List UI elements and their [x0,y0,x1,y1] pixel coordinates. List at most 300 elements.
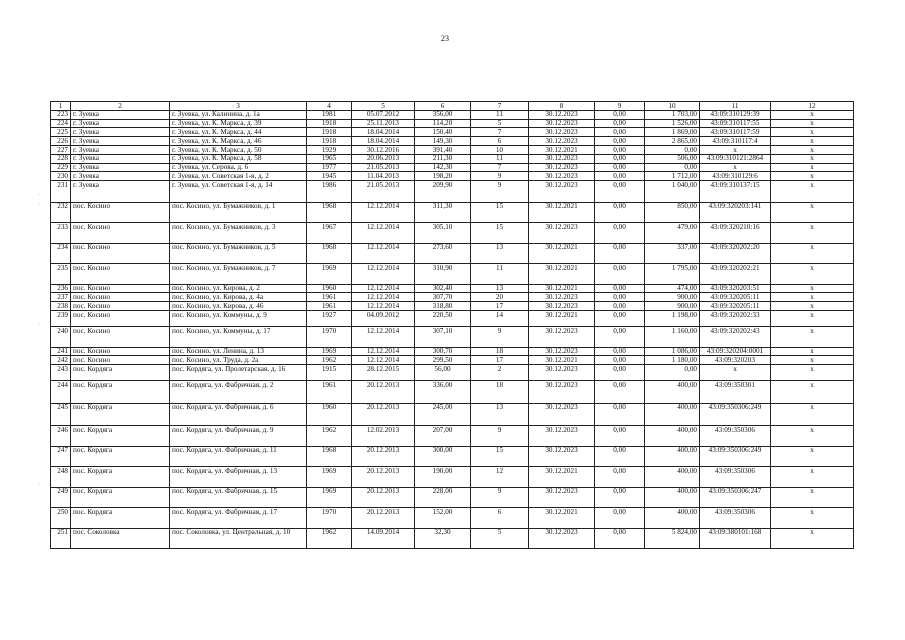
table-cell-v12: x [771,172,854,181]
table-row [51,467,854,488]
table-cell-v9: 0,00 [595,172,645,181]
table-cell-settlement: г. Зуевка [71,145,170,154]
table-cell-year: 1927 [307,311,352,327]
table-cell-count: 12 [471,467,529,488]
table-row [51,128,854,137]
table-cell-count: 11 [471,264,529,285]
table-row [51,327,854,348]
table-cell-date: 20.12.2013 [352,381,415,404]
table-cell-v10: 5 824,00 [645,528,700,549]
table-cell-address: пос. Косино, ул. Кирова, д. 2 [170,284,307,293]
table-cell-v9: 0,00 [595,487,645,508]
table-cell-n: 233 [51,223,71,244]
table-cell-count: 7 [471,163,529,172]
table-cell-settlement: пос. Косино [71,356,170,365]
table-cell-area: 32,30 [415,528,471,549]
table-cell-count: 18 [471,347,529,356]
table-row [51,446,854,467]
table-row [51,528,854,549]
margin-mark: ˙ [38,323,40,329]
table-cell-v10: 400,00 [645,426,700,447]
table-cell-area: 318,80 [415,302,471,311]
table-cell-v9: 0,00 [595,467,645,488]
table-cell-address: пос. Кордяга, ул. Фабричная, д. 17 [170,508,307,529]
column-header: 11 [700,102,771,111]
table-cell-address: пос. Косино, ул. Коммуны, д. 17 [170,327,307,348]
table-cell-v12: x [771,243,854,264]
table-row [51,145,854,154]
table-cell-cadastral: 43:09:320202:33 [700,311,771,327]
table-row [51,223,854,244]
column-header: 7 [471,102,529,111]
table-cell-v9: 0,00 [595,293,645,302]
table-cell-v9: 0,00 [595,181,645,203]
table-cell-date: 20.12.2013 [352,508,415,529]
margin-mark: ˙ [38,194,40,200]
table-cell-deadline: 30.12.2023 [529,181,595,203]
table-cell-date: 20.12.2013 [352,446,415,467]
table-cell-n: 242 [51,356,71,365]
table-cell-deadline: 30.12.2023 [529,110,595,119]
table-cell-cadastral: 43:09:310117:55 [700,119,771,128]
table-cell-cadastral: 43:09:350306:249 [700,403,771,426]
table-cell-v12: x [771,202,854,223]
table-cell-v12: x [771,223,854,244]
table-cell-cadastral: 43:09:310121:2864 [700,154,771,163]
column-header: 3 [170,102,307,111]
table-cell-area: 336,00 [415,381,471,404]
table-cell-v12: x [771,356,854,365]
table-cell-cadastral: 43:09:320205:11 [700,293,771,302]
table-cell-v12: x [771,508,854,529]
table-cell-deadline: 30.12.2023 [529,381,595,404]
table-cell-address: пос. Косино, ул. Кирова, д. 46 [170,302,307,311]
table-cell-cadastral: 43:09:320202:43 [700,327,771,348]
table-cell-cadastral: 43:09:350301 [700,381,771,404]
table-cell-year: 1981 [307,110,352,119]
table-cell-cadastral: 43:09:310129:6 [700,172,771,181]
table-cell-date: 28.12.2015 [352,365,415,381]
table-row [51,347,854,356]
table-cell-settlement: пос. Кордяга [71,508,170,529]
table-cell-v12: x [771,446,854,467]
table-cell-deadline: 30.12.2023 [529,365,595,381]
table-cell-address: пос. Косино, ул. Труда, д. 2а [170,356,307,365]
table-cell-n: 239 [51,311,71,327]
table-cell-n: 237 [51,293,71,302]
table-cell-year: 1961 [307,302,352,311]
table-cell-v10: 1 526,00 [645,119,700,128]
table-cell-v10: 0,00 [645,163,700,172]
table-cell-date: 21.05.2013 [352,163,415,172]
table-cell-year: 1969 [307,347,352,356]
table-cell-count: 9 [471,172,529,181]
table-cell-deadline: 30.12.2021 [529,243,595,264]
table-cell-date: 12.12.2014 [352,243,415,264]
table-cell-count: 20 [471,293,529,302]
table-cell-cadastral: 43:09:350306 [700,508,771,529]
table-cell-v10: 1 712,00 [645,172,700,181]
table-row [51,202,854,223]
table-cell-cadastral: 43:09:350306 [700,426,771,447]
table-cell-v10: 1 198,00 [645,311,700,327]
table-cell-area: 391,40 [415,145,471,154]
table-cell-count: 15 [471,202,529,223]
table-cell-v12: x [771,154,854,163]
table-cell-settlement: г. Зуевка [71,172,170,181]
table-cell-v9: 0,00 [595,284,645,293]
table-cell-v9: 0,00 [595,528,645,549]
table-cell-deadline: 30.12.2023 [529,347,595,356]
table-cell-count: 13 [471,284,529,293]
table-cell-count: 14 [471,311,529,327]
table-cell-year: 1968 [307,243,352,264]
table-cell-area: 211,30 [415,154,471,163]
table-cell-year: 1970 [307,327,352,348]
column-header: 9 [595,102,645,111]
table-cell-date: 20.12.2013 [352,487,415,508]
table-cell-date: 12.12.2014 [352,223,415,244]
table-row [51,243,854,264]
table-cell-cadastral: x [700,365,771,381]
column-header: 6 [415,102,471,111]
table-cell-deadline: 30.12.2021 [529,284,595,293]
table-cell-count: 13 [471,403,529,426]
table-cell-n: 235 [51,264,71,285]
table-cell-v12: x [771,467,854,488]
table-cell-settlement: пос. Кордяга [71,426,170,447]
table-cell-cadastral: 43:09:320202:21 [700,264,771,285]
table-cell-address: г. Зуевка, ул. К. Маркса, д. 50 [170,145,307,154]
table-cell-address: пос. Кордяга, ул. Фабричная, д. 2 [170,381,307,404]
table-cell-v10: 400,00 [645,487,700,508]
table-cell-n: 236 [51,284,71,293]
table-cell-n: 226 [51,137,71,146]
table-cell-v9: 0,00 [595,311,645,327]
table-cell-settlement: г. Зуевка [71,181,170,203]
table-cell-settlement: пос. Косино [71,293,170,302]
table-cell-v10: 400,00 [645,381,700,404]
table-cell-count: 10 [471,145,529,154]
table-cell-deadline: 30.12.2023 [529,302,595,311]
table-cell-settlement: г. Зуевка [71,128,170,137]
table-row [51,426,854,447]
table-cell-address: пос. Косино, ул. Бумажников, д. 3 [170,223,307,244]
table-cell-deadline: 30.12.2023 [529,403,595,426]
table-cell-area: 190,00 [415,467,471,488]
table-cell-deadline: 30.12.2023 [529,327,595,348]
table-cell-count: 17 [471,302,529,311]
table-cell-year: 1968 [307,202,352,223]
table-cell-year: 1986 [307,181,352,203]
table-cell-deadline: 30.12.2023 [529,293,595,302]
table-cell-year: 1969 [307,467,352,488]
table-cell-date: 12.12.2014 [352,356,415,365]
table-cell-settlement: пос. Кордяга [71,381,170,404]
table-cell-settlement: пос. Кордяга [71,403,170,426]
table-cell-area: 299,50 [415,356,471,365]
table-cell-address: г. Зуевка, ул. К. Маркса, д. 58 [170,154,307,163]
table-cell-v12: x [771,145,854,154]
table-cell-area: 245,00 [415,403,471,426]
table-cell-v12: x [771,181,854,203]
table-cell-v10: 0,00 [645,365,700,381]
table-cell-cadastral: 43:09:320203 [700,356,771,365]
table-header-row [51,102,854,111]
table-cell-date: 20.12.2013 [352,467,415,488]
table-cell-v12: x [771,487,854,508]
table-cell-deadline: 30.12.2023 [529,426,595,447]
table-cell-settlement: пос. Косино [71,243,170,264]
table-cell-date: 14.09.2014 [352,528,415,549]
table-row [51,264,854,285]
table-cell-n: 250 [51,508,71,529]
table-row [51,154,854,163]
table-cell-n: 231 [51,181,71,203]
margin-mark: ˙ [38,203,40,209]
table-cell-date: 18.04.2014 [352,128,415,137]
table-cell-area: 307,70 [415,293,471,302]
table-cell-area: 209,90 [415,181,471,203]
table-cell-deadline: 30.12.2021 [529,356,595,365]
table-cell-v9: 0,00 [595,119,645,128]
table-cell-count: 13 [471,243,529,264]
table-cell-v10: 400,00 [645,508,700,529]
table-cell-v10: 1 180,00 [645,356,700,365]
table-cell-v10: 400,00 [645,446,700,467]
table-cell-address: пос. Кордяга, ул. Фабричная, д. 13 [170,467,307,488]
table-cell-n: 228 [51,154,71,163]
table-cell-deadline: 30.12.2021 [529,202,595,223]
table-cell-year: 1961 [307,293,352,302]
table-cell-year: 1961 [307,381,352,404]
table-cell-settlement: пос. Косино [71,202,170,223]
table-cell-n: 249 [51,487,71,508]
table-cell-v10: 0,00 [645,145,700,154]
table-cell-area: 300,00 [415,446,471,467]
table-cell-v12: x [771,327,854,348]
table-cell-date: 18.04.2014 [352,137,415,146]
table-cell-v10: 400,00 [645,467,700,488]
table-cell-settlement: г. Зуевка [71,163,170,172]
table-cell-settlement: пос. Косино [71,302,170,311]
table-cell-year: 1945 [307,172,352,181]
table-cell-v12: x [771,137,854,146]
table-cell-v12: x [771,528,854,549]
table-row [51,137,854,146]
table-cell-date: 30.12.2016 [352,145,415,154]
table-cell-cadastral: 43:09:350306:249 [700,446,771,467]
table-cell-v9: 0,00 [595,327,645,348]
table-cell-n: 229 [51,163,71,172]
table-cell-v9: 0,00 [595,403,645,426]
table-cell-v12: x [771,365,854,381]
table-cell-v9: 0,00 [595,128,645,137]
column-header: 12 [771,102,854,111]
table-cell-v9: 0,00 [595,347,645,356]
table-cell-year: 1918 [307,137,352,146]
table-cell-year: 1965 [307,154,352,163]
table-cell-v10: 2 865,00 [645,137,700,146]
table-cell-v10: 1 703,00 [645,110,700,119]
table-cell-address: пос. Кордяга, ул. Пролетарская, д. 16 [170,365,307,381]
table-cell-area: 198,20 [415,172,471,181]
table-cell-settlement: пос. Соколовка [71,528,170,549]
table-cell-v10: 337,00 [645,243,700,264]
table-cell-n: 245 [51,403,71,426]
table-cell-address: пос. Косино, ул. Кирова, д. 4а [170,293,307,302]
table-cell-n: 248 [51,467,71,488]
table-cell-n: 227 [51,145,71,154]
table-cell-address: пос. Косино, ул. Бумажников, д. 1 [170,202,307,223]
table-cell-n: 224 [51,119,71,128]
table-cell-settlement: пос. Косино [71,347,170,356]
table-cell-year: 1969 [307,487,352,508]
table-cell-v10: 850,00 [645,202,700,223]
table-cell-address: г. Зуевка, ул. К. Маркса, д. 44 [170,128,307,137]
table-cell-v12: x [771,110,854,119]
table-cell-v10: 900,00 [645,302,700,311]
table-cell-deadline: 30.12.2023 [529,172,595,181]
table-cell-v9: 0,00 [595,163,645,172]
table-cell-v12: x [771,403,854,426]
table-cell-v9: 0,00 [595,223,645,244]
table-cell-n: 244 [51,381,71,404]
table-cell-count: 6 [471,508,529,529]
table-cell-area: 142,30 [415,163,471,172]
table-cell-v12: x [771,293,854,302]
table-cell-address: пос. Косино, ул. Бумажников, д. 7 [170,264,307,285]
table-cell-area: 311,30 [415,202,471,223]
table-cell-count: 5 [471,528,529,549]
table-cell-n: 247 [51,446,71,467]
table-cell-deadline: 30.12.2021 [529,311,595,327]
register-table [50,101,854,549]
table-cell-v10: 1 040,00 [645,181,700,203]
table-cell-address: пос. Косино, ул. Бумажников, д. 5 [170,243,307,264]
table-cell-v9: 0,00 [595,145,645,154]
table-cell-count: 9 [471,487,529,508]
table-cell-v12: x [771,163,854,172]
table-cell-area: 150,40 [415,128,471,137]
table-cell-date: 04.09.2012 [352,311,415,327]
table-row [51,119,854,128]
table-cell-address: пос. Кордяга, ул. Фабричная, д. 15 [170,487,307,508]
table-cell-n: 246 [51,426,71,447]
table-cell-count: 2 [471,365,529,381]
table-cell-year: 1962 [307,528,352,549]
column-header: 1 [51,102,71,111]
table-cell-date: 12.12.2014 [352,293,415,302]
table-cell-area: 114,20 [415,119,471,128]
table-cell-area: 310,90 [415,264,471,285]
table-cell-cadastral: 43:09:320202:20 [700,243,771,264]
table-cell-n: 234 [51,243,71,264]
table-cell-address: пос. Соколовка, ул. Центральная, д. 10 [170,528,307,549]
table-row [51,365,854,381]
table-cell-date: 12.12.2014 [352,347,415,356]
table-cell-area: 228,00 [415,487,471,508]
table-cell-address: г. Зуевка, ул. Советская 1-я, д. 2 [170,172,307,181]
table-cell-v10: 1 795,00 [645,264,700,285]
table-cell-year: 1969 [307,264,352,285]
table-cell-count: 9 [471,327,529,348]
table-cell-address: пос. Косино, ул. Ленина, д. 13 [170,347,307,356]
table-row [51,181,854,203]
table-cell-year: 1962 [307,426,352,447]
table-cell-v12: x [771,302,854,311]
table-cell-count: 7 [471,128,529,137]
table-cell-n: 230 [51,172,71,181]
table-cell-date: 21.05.2013 [352,181,415,203]
table-cell-settlement: пос. Кордяга [71,446,170,467]
table-cell-cadastral: 43:09:320203:141 [700,202,771,223]
table-cell-settlement: пос. Косино [71,327,170,348]
column-header: 8 [529,102,595,111]
table-cell-date: 12.12.2014 [352,284,415,293]
table-cell-year: 1960 [307,284,352,293]
table-cell-cadastral: 43:09:350306:247 [700,487,771,508]
table-cell-area: 152,00 [415,508,471,529]
table-cell-cadastral: 43:09:310129:39 [700,110,771,119]
table-row [51,163,854,172]
table-cell-v9: 0,00 [595,137,645,146]
table-cell-deadline: 30.12.2023 [529,163,595,172]
table-cell-year: 1977 [307,163,352,172]
table-cell-cadastral: 43:09:380101:168 [700,528,771,549]
table-cell-date: 12.12.2014 [352,327,415,348]
table-cell-v12: x [771,311,854,327]
table-cell-v9: 0,00 [595,154,645,163]
table-cell-v9: 0,00 [595,426,645,447]
table-cell-address: г. Зуевка, ул. Советская 1-я, д. 14 [170,181,307,203]
table-cell-v10: 1 086,00 [645,347,700,356]
table-cell-date: 12.12.2014 [352,264,415,285]
table-cell-n: 240 [51,327,71,348]
table-cell-v10: 479,00 [645,223,700,244]
table-cell-count: 11 [471,154,529,163]
table-cell-settlement: г. Зуевка [71,137,170,146]
table-row [51,110,854,119]
table-row [51,508,854,529]
table-cell-year: 1970 [307,508,352,529]
table-cell-n: 243 [51,365,71,381]
table-cell-cadastral: 43:09:320210:16 [700,223,771,244]
margin-mark: ˙ [38,484,40,490]
table-cell-address: г. Зуевка, ул. Серова, д. 6 [170,163,307,172]
table-cell-address: г. Зуевка, ул. К. Маркса, д. 46 [170,137,307,146]
table-row [51,302,854,311]
table-cell-area: 56,00 [415,365,471,381]
column-header: 5 [352,102,415,111]
table-cell-deadline: 30.12.2023 [529,128,595,137]
table-cell-area: 300,70 [415,347,471,356]
table-cell-address: г. Зуевка, ул. Калинина, д. 1а [170,110,307,119]
table-cell-v9: 0,00 [595,243,645,264]
table-cell-area: 302,40 [415,284,471,293]
table-cell-v9: 0,00 [595,508,645,529]
table-cell-address: пос. Кордяга, ул. Фабричная, д. 11 [170,446,307,467]
table-row [51,381,854,404]
table-cell-settlement: г. Зуевка [71,119,170,128]
table-cell-v9: 0,00 [595,365,645,381]
table-cell-count: 5 [471,119,529,128]
table-cell-area: 149,30 [415,137,471,146]
table-cell-area: 220,50 [415,311,471,327]
table-cell-v12: x [771,264,854,285]
column-header: 10 [645,102,700,111]
table-cell-deadline: 30.12.2023 [529,119,595,128]
